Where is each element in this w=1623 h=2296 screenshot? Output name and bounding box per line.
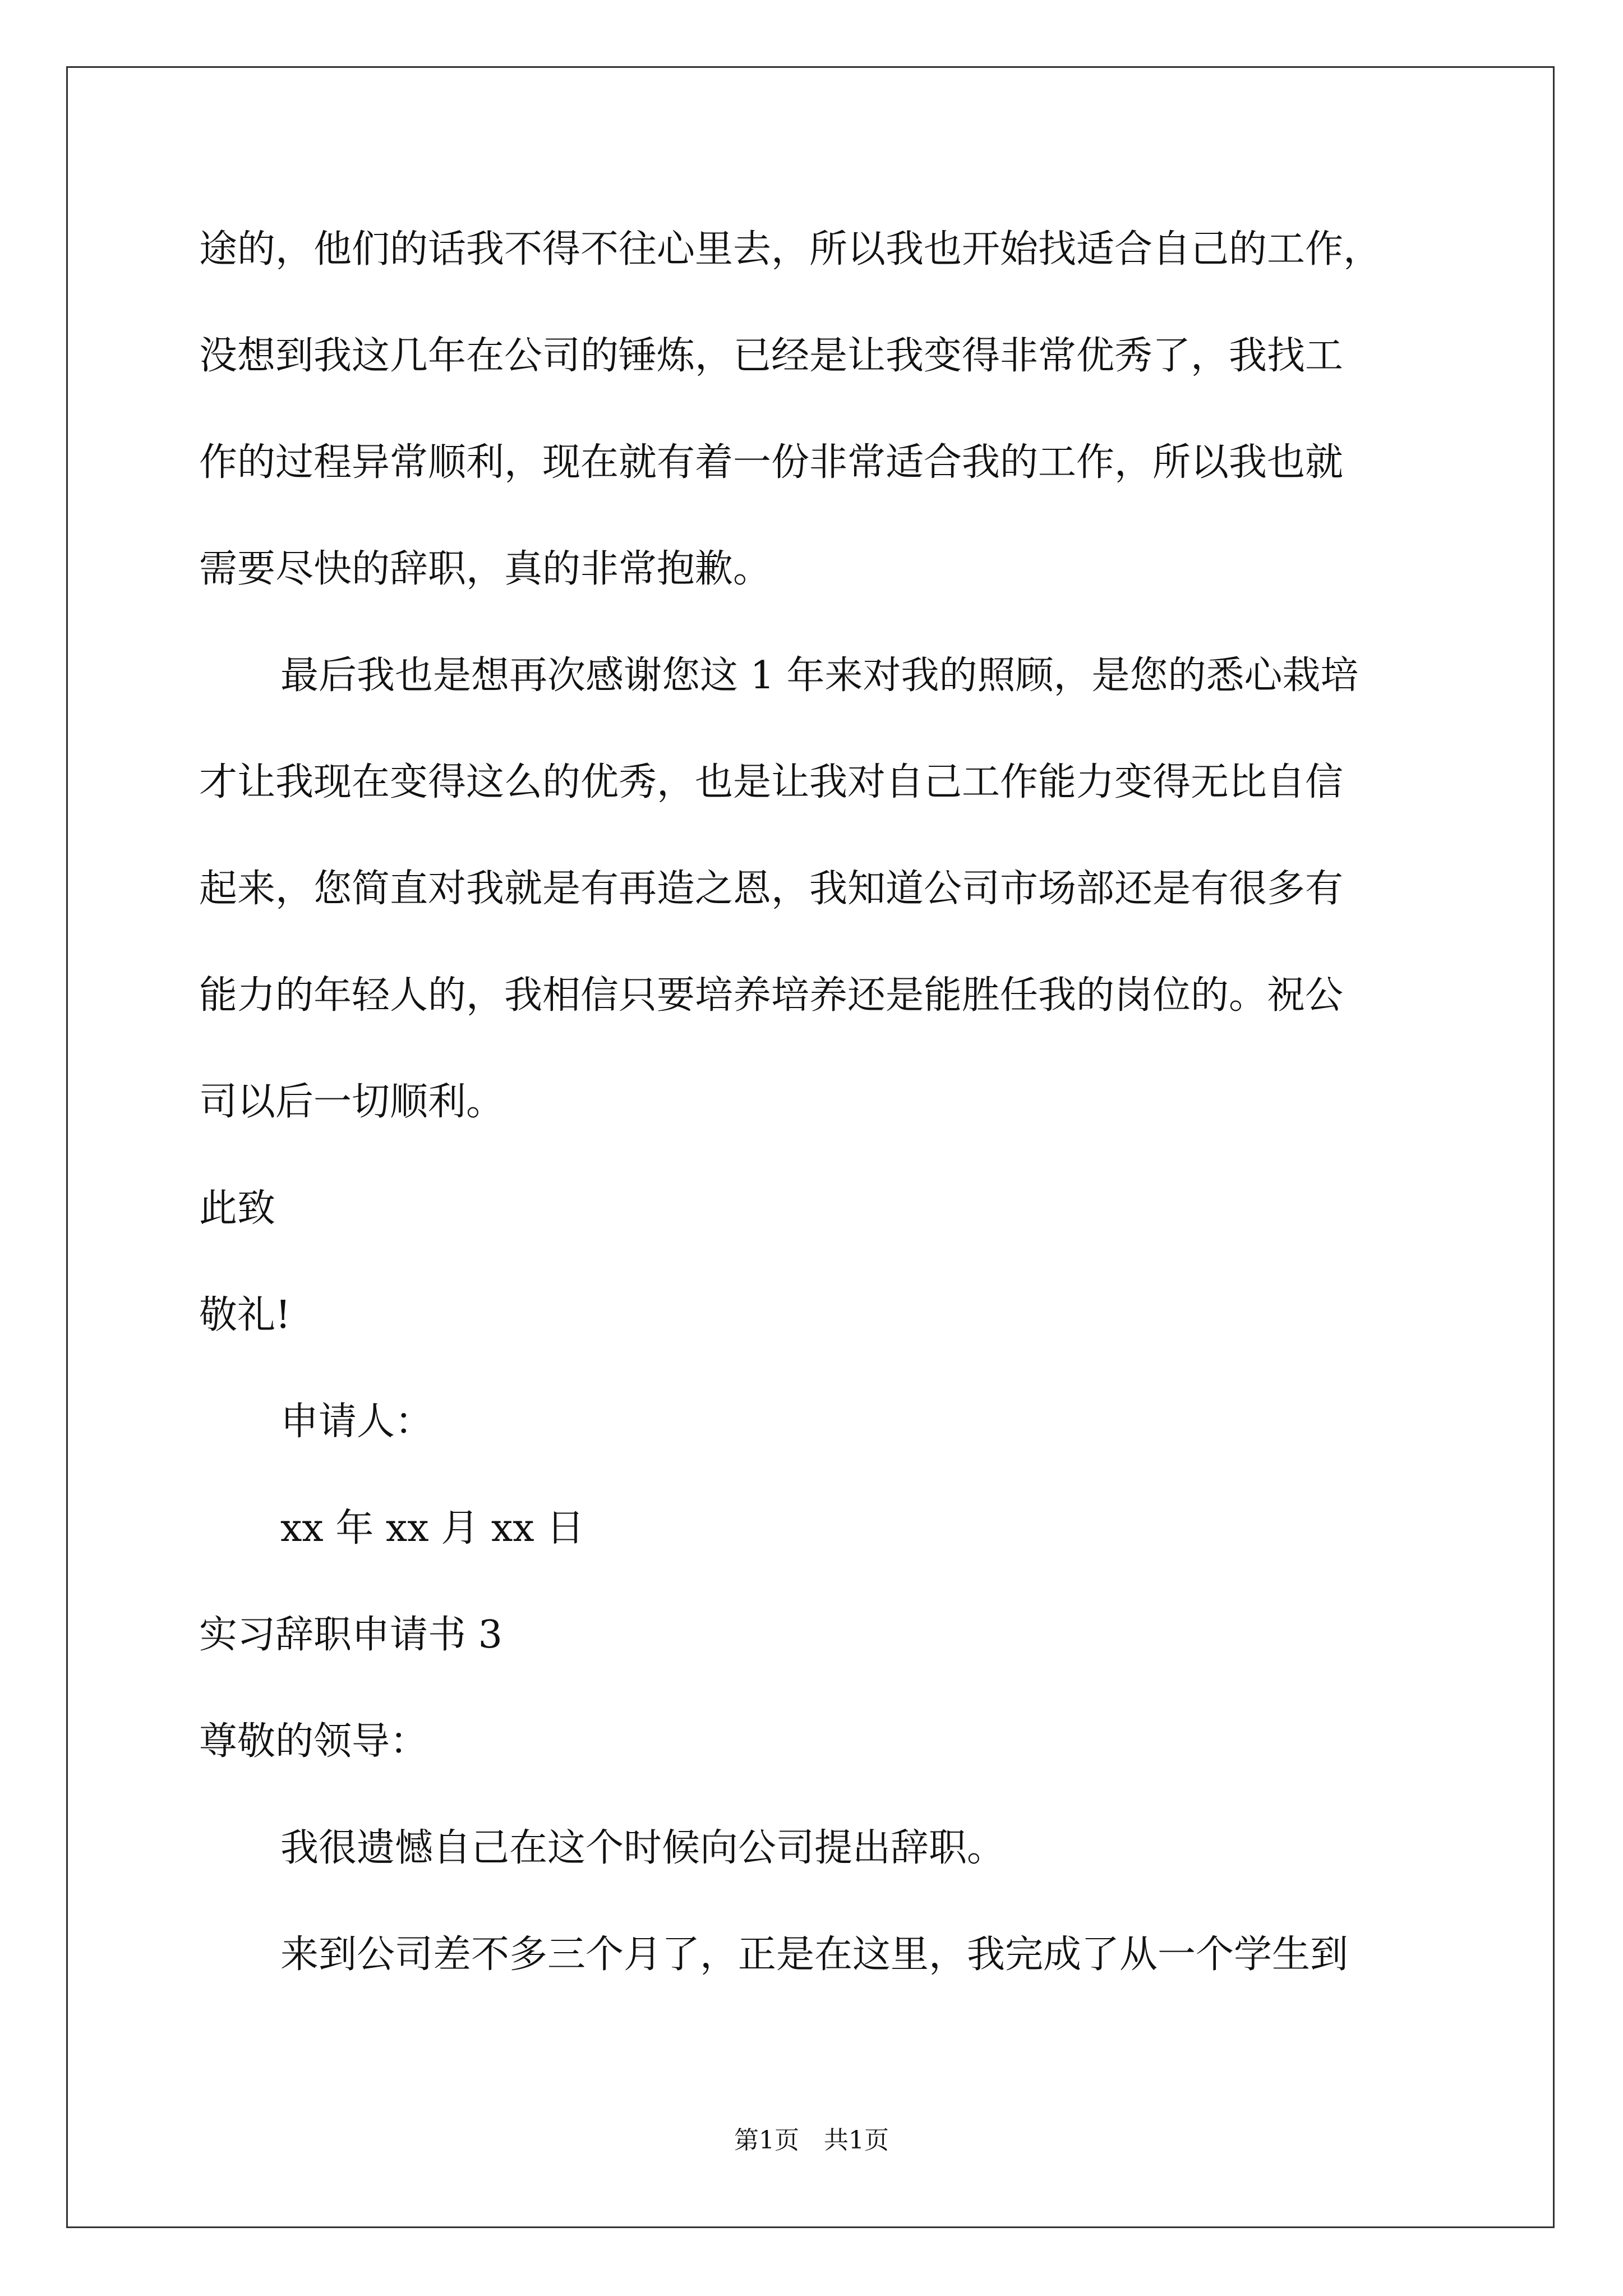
body-line: 需要尽快的辞职，真的非常抱歉。 xyxy=(199,547,772,591)
date-line: xx 年 xx 月 xx 日 xyxy=(280,1506,585,1550)
body-line: 我很遗憾自己在这个时候向公司提出辞职。 xyxy=(280,1826,1006,1870)
closing-regards: 敬礼! xyxy=(199,1293,291,1337)
body-line: 起来，您简直对我就是有再造之恩，我知道公司市场部还是有很多有 xyxy=(199,867,1344,911)
body-line: 才让我现在变得这么的优秀，也是让我对自己工作能力变得无比自信 xyxy=(199,760,1344,804)
applicant-label: 申请人： xyxy=(280,1400,434,1444)
body-line: 来到公司差不多三个月了，正是在这里，我完成了从一个学生到 xyxy=(280,1932,1349,1977)
closing-salutation: 此致 xyxy=(199,1186,276,1231)
body-line: 作的过程异常顺利，现在就有着一份非常适合我的工作，所以我也就 xyxy=(199,440,1344,485)
greeting: 尊敬的领导： xyxy=(199,1719,428,1764)
page-footer xyxy=(0,2126,1623,2155)
page-total: 共1页 xyxy=(824,2126,889,2155)
body-line: 途的，他们的话我不得不往心里去，所以我也开始找适合自己的工作， xyxy=(199,227,1382,272)
body-line: 最后我也是想再次感谢您这 1 年来对我的照顾，是您的悉心栽培 xyxy=(280,654,1359,698)
body-line: 能力的年轻人的，我相信只要培养培养还是能胜任我的岗位的。祝公 xyxy=(199,973,1344,1018)
body-line: 没想到我这几年在公司的锤炼，已经是让我变得非常优秀了，我找工 xyxy=(199,334,1344,378)
body-line: 司以后一切顺利。 xyxy=(199,1080,505,1124)
page-number: 第1页 xyxy=(734,2126,799,2155)
section-title: 实习辞职申请书 3 xyxy=(199,1613,502,1657)
page-border xyxy=(66,66,1555,2228)
